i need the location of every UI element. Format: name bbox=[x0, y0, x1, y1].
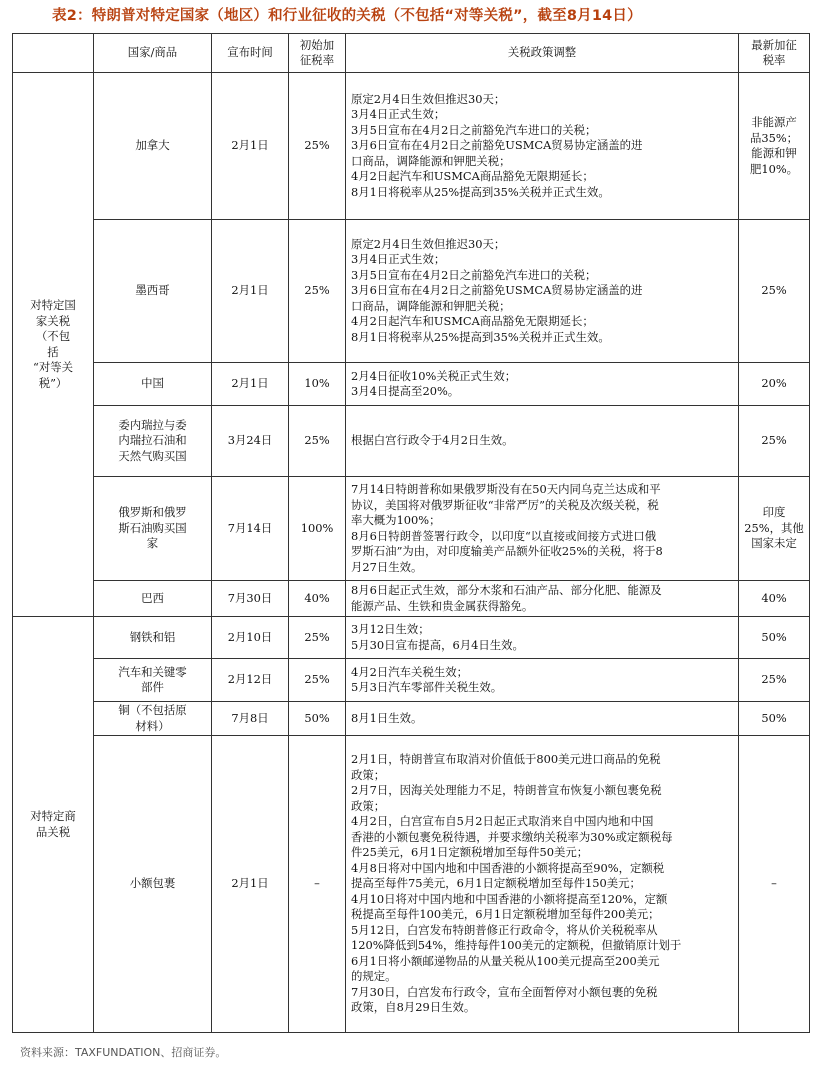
text-line: 能源和钾 bbox=[751, 146, 797, 160]
text-line: – bbox=[771, 876, 777, 891]
text-line: 加拿大 bbox=[135, 138, 170, 153]
text-line: 件25美元，6月1日定额税增加至每件50美元； bbox=[351, 845, 589, 860]
text-line: 3月5日宣布在4月2日之前豁免汽车进口的关税； bbox=[351, 267, 597, 282]
text-line: 3月6日宣布在4月2日之前豁免USMCA贸易协定涵盖的进 bbox=[351, 283, 643, 298]
row-latest-rate bbox=[739, 73, 810, 220]
text-line: 2月1日，特朗普宣布取消对价值低于800美元进口商品的免税 bbox=[351, 752, 661, 767]
row-initial-rate: 40% bbox=[289, 581, 346, 617]
text-line: 中国 bbox=[141, 376, 164, 391]
text-line: 香港的小额包裹免税待遇，并要求缴纳关税率为30%或定额税每 bbox=[351, 829, 673, 844]
row-date: 2月10日 bbox=[212, 617, 289, 659]
text-line: “对等关 bbox=[33, 360, 73, 374]
text-line: 部件 bbox=[141, 680, 164, 694]
text-line: 铜（不包括原 bbox=[118, 703, 187, 717]
text-line: 肥10%。 bbox=[749, 161, 799, 176]
header-initial-rate bbox=[289, 34, 346, 73]
row-date: 3月24日 bbox=[212, 406, 289, 477]
row-latest-rate bbox=[739, 406, 810, 477]
text-line: 8月6日特朗普签署行政令，以印度“以直接或间接方式进口俄 bbox=[351, 528, 657, 543]
text-line: 的规定。 bbox=[351, 969, 397, 984]
text-line: 5月30日宣布提高，6月4日生效。 bbox=[351, 637, 524, 652]
row-policy bbox=[346, 617, 739, 659]
header-country: 国家/商品 bbox=[94, 34, 212, 73]
header-policy: 关税政策调整 bbox=[346, 34, 739, 73]
text-line: 25% bbox=[761, 283, 787, 298]
text-line: （不包 bbox=[35, 329, 71, 343]
row-date: 7月30日 bbox=[212, 581, 289, 617]
header-latest-rate bbox=[739, 34, 810, 73]
text-line: 5月12日，白宫发布特朗普修正行政命令，将从价关税税率从 bbox=[351, 922, 658, 937]
table-row bbox=[13, 363, 810, 406]
text-line: 俄罗斯和俄罗 bbox=[118, 505, 187, 520]
text-line: 2月7日，因海关处理能力不足，特朗普宣布恢复小额包裹免税 bbox=[351, 783, 662, 798]
text-line: 协议，美国将对俄罗斯征收“非常严厉”的关税及次级关税，税 bbox=[351, 497, 659, 512]
header-date: 宣布时间 bbox=[212, 34, 289, 73]
text-line: 4月2日起汽车和USMCA商品豁免无限期延长； bbox=[351, 314, 594, 329]
text-line: 内瑞拉石油和 bbox=[118, 433, 187, 448]
table-row bbox=[13, 659, 810, 702]
row-country bbox=[94, 736, 212, 1033]
text-line: 3月12日生效； bbox=[351, 622, 430, 636]
text-line: 原定2月4日生效但推迟30天； bbox=[351, 91, 506, 106]
row-latest-rate bbox=[739, 477, 810, 581]
text-line: 50% bbox=[761, 710, 787, 725]
text-line: 5月3日汽车零部件关税生效。 bbox=[351, 680, 503, 694]
row-country bbox=[94, 659, 212, 702]
row-date: 2月1日 bbox=[212, 220, 289, 363]
text-line: 小额包裹 bbox=[129, 876, 176, 891]
text-line: 墨西哥 bbox=[135, 283, 170, 298]
row-initial-rate: 25% bbox=[289, 659, 346, 702]
group-label-country bbox=[13, 73, 94, 617]
text-line: 品35%； bbox=[749, 130, 799, 145]
text-line: 率大概为100%； bbox=[351, 513, 441, 527]
row-date: 2月1日 bbox=[212, 363, 289, 406]
row-policy bbox=[346, 220, 739, 363]
text-line: 括 bbox=[47, 344, 59, 359]
text-line: 4月2日汽车关税生效； bbox=[351, 664, 469, 679]
row-initial-rate: 25% bbox=[289, 73, 346, 220]
row-latest-rate bbox=[739, 617, 810, 659]
row-latest-rate bbox=[739, 220, 810, 363]
text-line: 税率 bbox=[762, 53, 786, 67]
row-date: 7月14日 bbox=[212, 477, 289, 581]
row-policy bbox=[346, 73, 739, 220]
text-line: 8月1日生效。 bbox=[351, 710, 423, 725]
text-line: 巴西 bbox=[141, 590, 164, 605]
row-date: 2月1日 bbox=[212, 73, 289, 220]
table-row bbox=[13, 406, 810, 477]
text-line: 120%降低到54%，维持每件100美元的定额税，但撤销原计划于 bbox=[351, 938, 682, 953]
row-policy bbox=[346, 736, 739, 1033]
text-line: 罗斯石油”为由，对印度输美产品额外征收25%的关税，将于8 bbox=[351, 544, 663, 558]
row-country bbox=[94, 73, 212, 220]
text-line: 政策； bbox=[351, 767, 386, 782]
text-line: 汽车和关键零 bbox=[118, 664, 187, 679]
row-country bbox=[94, 406, 212, 477]
text-line: 3月5日宣布在4月2日之前豁免汽车进口的关税； bbox=[351, 122, 597, 137]
text-line: 品关税 bbox=[35, 824, 71, 839]
text-line: 3月6日宣布在4月2日之前豁免USMCA贸易协定涵盖的进 bbox=[351, 138, 643, 153]
text-line: 家 bbox=[146, 536, 159, 551]
text-line: 材料） bbox=[135, 718, 170, 733]
text-line: 天然气购买国 bbox=[118, 448, 187, 463]
text-line: 40% bbox=[761, 590, 787, 605]
text-line: 2月4日征收10%关税正式生效； bbox=[351, 368, 517, 383]
text-line: 7月30日，白宫发布行政令，宣布全面暂停对小额包裹的免税 bbox=[351, 984, 658, 999]
row-latest-rate bbox=[739, 363, 810, 406]
text-line: 印度 bbox=[762, 505, 786, 520]
row-initial-rate: 10% bbox=[289, 363, 346, 406]
text-line: 对特定商 bbox=[30, 809, 76, 823]
tariff-table bbox=[12, 33, 810, 1033]
text-line: 政策； bbox=[351, 798, 386, 813]
text-line: 25% bbox=[761, 433, 787, 448]
text-line: 8月6日起正式生效，部分木浆和石油产品、部分化肥、能源及 bbox=[351, 583, 662, 597]
text-line: 4月2日，白宫宣布自5月2日起正式取消来自中国内地和中国 bbox=[351, 814, 654, 829]
text-line: 斯石油购买国 bbox=[118, 520, 187, 535]
row-country bbox=[94, 220, 212, 363]
text-line: 最新加征 bbox=[751, 37, 797, 52]
text-line: 原定2月4日生效但推迟30天； bbox=[351, 236, 506, 251]
row-initial-rate: – bbox=[289, 736, 346, 1033]
row-policy bbox=[346, 659, 739, 702]
row-country bbox=[94, 477, 212, 581]
text-line: 家关税 bbox=[35, 313, 71, 328]
text-line: 根据白宫行政令于4月2日生效。 bbox=[351, 433, 514, 448]
text-line: 3月4日提高至20%。 bbox=[351, 384, 460, 398]
text-line: 20% bbox=[761, 376, 787, 391]
text-line: 征税率 bbox=[299, 53, 335, 67]
text-line: 初始加 bbox=[299, 37, 335, 52]
row-policy bbox=[346, 406, 739, 477]
header-row bbox=[13, 34, 810, 73]
table-row bbox=[13, 73, 810, 220]
text-line: 3月4日正式生效； bbox=[351, 107, 446, 122]
row-latest-rate bbox=[739, 702, 810, 736]
row-country bbox=[94, 702, 212, 736]
row-policy bbox=[346, 702, 739, 736]
table-row bbox=[13, 220, 810, 363]
row-policy bbox=[346, 477, 739, 581]
row-date: 7月8日 bbox=[212, 702, 289, 736]
text-line: 25%，其他 bbox=[744, 520, 804, 535]
text-line: 税提高至每件100美元，6月1日定额税增加至每件200美元； bbox=[351, 907, 660, 922]
row-country bbox=[94, 617, 212, 659]
text-line: 4月8日将对中国内地和中国香港的小额将提高至90%，定额税 bbox=[351, 860, 665, 875]
text-line: 8月1日将税率从25%提高到35%关税并正式生效。 bbox=[351, 184, 610, 199]
table-row bbox=[13, 702, 810, 736]
row-initial-rate: 25% bbox=[289, 406, 346, 477]
table-row bbox=[13, 736, 810, 1033]
table-row bbox=[13, 477, 810, 581]
table-title: 表2：特朗普对特定国家（地区）和行业征收的关税（不包括“对等关税”，截至8月14日） bbox=[52, 8, 642, 24]
row-latest-rate bbox=[739, 736, 810, 1033]
text-line: 8月1日将税率从25%提高到35%关税并正式生效。 bbox=[351, 329, 610, 344]
text-line: 口商品，调降能源和钾肥关税； bbox=[351, 298, 511, 313]
row-date: 2月1日 bbox=[212, 736, 289, 1033]
text-line: 7月14日特朗普称如果俄罗斯没有在50天内同乌克兰达成和平 bbox=[351, 482, 661, 496]
source-note: 资料来源：TAXFUNDATION、招商证券。 bbox=[20, 1046, 227, 1059]
text-line: 税”） bbox=[38, 375, 68, 390]
table-row bbox=[13, 617, 810, 659]
text-line: 对特定国 bbox=[30, 298, 76, 312]
text-line: 3月4日正式生效； bbox=[351, 252, 446, 267]
row-latest-rate bbox=[739, 581, 810, 617]
text-line: 50% bbox=[761, 629, 787, 644]
row-date: 2月12日 bbox=[212, 659, 289, 702]
row-initial-rate: 25% bbox=[289, 220, 346, 363]
row-initial-rate: 25% bbox=[289, 617, 346, 659]
text-line: 口商品，调降能源和钾肥关税； bbox=[351, 153, 511, 168]
row-initial-rate: 50% bbox=[289, 702, 346, 736]
group-label-goods bbox=[13, 617, 94, 1033]
text-line: 月27日生效。 bbox=[351, 559, 423, 574]
header-category bbox=[13, 34, 94, 73]
row-initial-rate: 100% bbox=[289, 477, 346, 581]
text-line: 4月2日起汽车和USMCA商品豁免无限期延长； bbox=[351, 169, 594, 184]
text-line: 非能源产 bbox=[751, 115, 797, 129]
row-country bbox=[94, 581, 212, 617]
text-line: 4月10日将对中国内地和中国香港的小额将提高至120%，定额 bbox=[351, 891, 668, 906]
text-line: 6月1日将小额邮递物品的从量关税从100美元提高至200美元 bbox=[351, 953, 660, 968]
text-line: 25% bbox=[761, 672, 787, 687]
table-row bbox=[13, 581, 810, 617]
text-line: 委内瑞拉与委 bbox=[118, 417, 187, 432]
row-country bbox=[94, 363, 212, 406]
text-line: 钢铁和铝 bbox=[129, 629, 176, 644]
row-policy bbox=[346, 363, 739, 406]
text-line: 国家未定 bbox=[751, 536, 797, 551]
text-line: 政策，自8月29日生效。 bbox=[351, 1000, 476, 1015]
text-line: 提高至每件75美元，6月1日定额税增加至每件150美元； bbox=[351, 876, 641, 891]
text-line: 能源产品、生铁和贵金属获得豁免。 bbox=[351, 598, 534, 613]
row-policy bbox=[346, 581, 739, 617]
row-latest-rate bbox=[739, 659, 810, 702]
